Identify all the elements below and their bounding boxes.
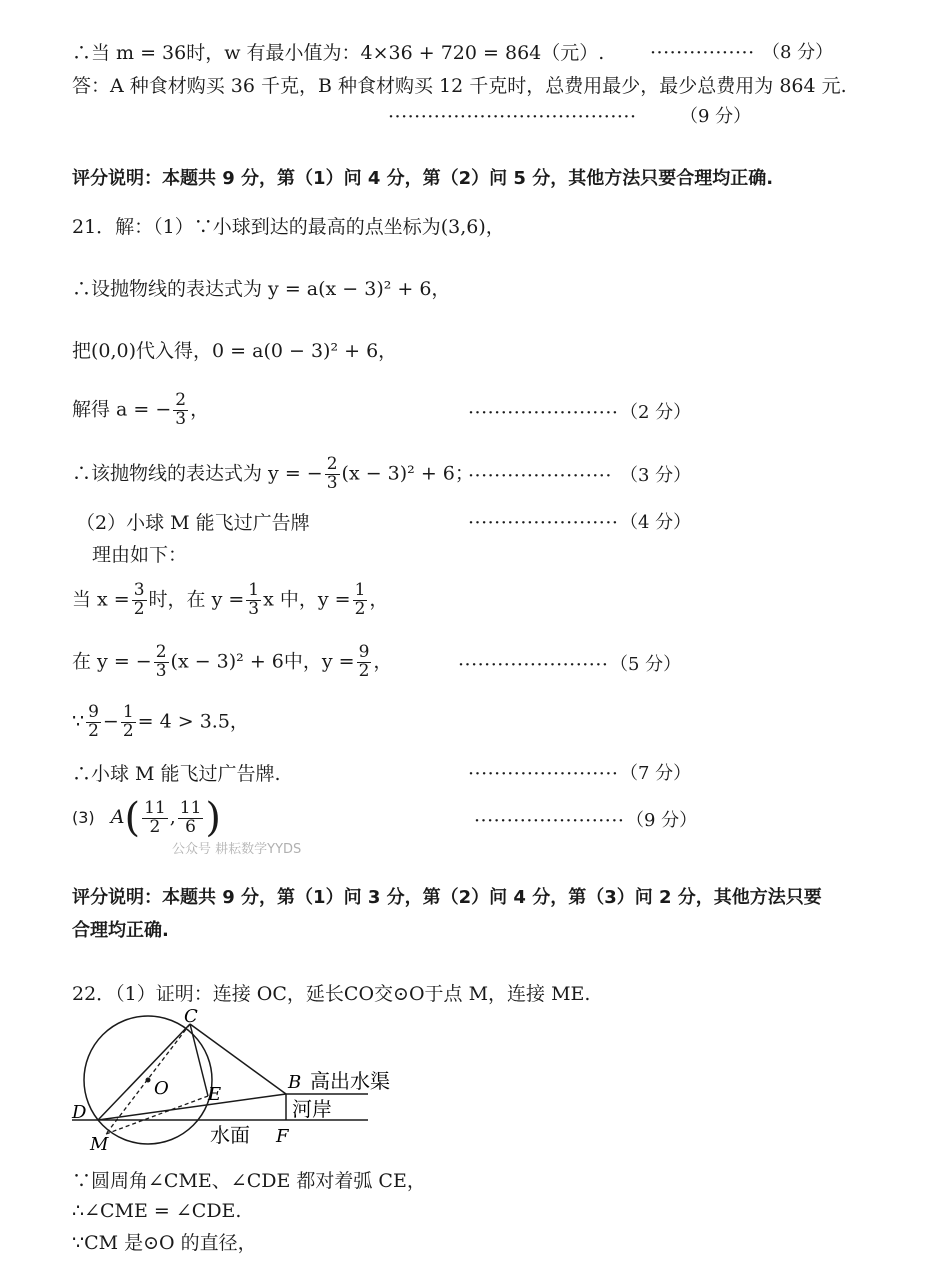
denominator: 2 (88, 720, 99, 741)
numerator: 2 (326, 454, 338, 474)
label-E: E (208, 1084, 222, 1105)
score-7: （7 分） (620, 763, 692, 784)
because-prefix: ∵ (72, 710, 85, 733)
in-mid: (x − 3)² + 6中，y = (170, 650, 355, 673)
denominator: 3 (175, 408, 187, 429)
part2-claim: （2）小球 M 能飞过广告牌 (76, 512, 310, 534)
score-2: （2 分） (620, 402, 692, 423)
in-prefix: 在 y = − (72, 650, 152, 673)
conclusion-line: ∴小球 M 能飞过广告牌. (72, 763, 281, 785)
fraction (246, 582, 261, 619)
numerator: 1 (248, 580, 260, 600)
center-dot (146, 1078, 151, 1083)
label-bank: 河岸 (292, 1097, 332, 1121)
denominator: 3 (248, 598, 260, 619)
fraction (325, 456, 340, 493)
score-9: （9 分） (680, 106, 752, 127)
fraction (154, 644, 169, 681)
left-paren: ( (124, 795, 141, 841)
label-F: F (276, 1126, 289, 1147)
denominator: 2 (133, 598, 145, 619)
score-leader: ················ (650, 42, 755, 64)
denominator: 6 (185, 816, 196, 837)
q21-header: 21．解：（1）∵小球到达的最高的点坐标为(3,6)， (72, 216, 505, 238)
score-3: （3 分） (620, 465, 692, 486)
segment-DB (98, 1094, 286, 1120)
label-C: C (184, 1008, 198, 1027)
numerator: 1 (354, 580, 366, 600)
right-paren: ) (205, 795, 221, 841)
fraction (178, 797, 204, 837)
denominator: 2 (149, 816, 161, 837)
score-leader: ······················· (458, 654, 609, 676)
watermark: 公众号 耕耘数学YYDS (172, 842, 302, 857)
expr-prefix: ∴该抛物线的表达式为 y = − (72, 462, 323, 485)
denominator: 2 (358, 660, 370, 681)
numerator: 9 (88, 702, 99, 722)
comma: ， (369, 588, 389, 611)
numerator: 3 (133, 580, 145, 600)
fraction (142, 797, 168, 837)
score-8: （8 分） (762, 42, 834, 63)
substitute-line: 把(0,0)代入得，0 = a(0 − 3)² + 6， (72, 340, 398, 362)
numerator: 11 (144, 797, 166, 818)
rating-note-2a: 评分说明：本题共 9 分，第（1）问 3 分，第（2）问 4 分，第（3）问 2 分，其他方法只要 (72, 887, 822, 908)
comma: ， (373, 650, 393, 673)
label-B: B (288, 1072, 302, 1093)
because-line (72, 704, 249, 741)
q22-header: 22．（1）证明：连接 OC，延长CO交⊙O于点 M，连接 ME. (72, 983, 591, 1005)
fraction (86, 704, 101, 741)
when-prefix: 当 x = (72, 588, 130, 611)
proof-line-2: ∴∠CME = ∠CDE. (72, 1200, 242, 1222)
label-canal: 高出水渠 (310, 1069, 390, 1093)
line-min-value: ∴当 m = 36时，w 有最小值为：4×36 + 720 = 864（元）. (72, 42, 605, 64)
solve-line (72, 392, 209, 429)
comma: ， (190, 398, 210, 421)
reason-heading: 理由如下： (92, 544, 188, 566)
expr-suffix: (x − 3)² + 6； (341, 462, 474, 485)
fraction (173, 392, 188, 429)
set-expression: ∴设抛物线的表达式为 y = a(x − 3)² + 6， (72, 278, 451, 300)
score-leader: ······················· (468, 763, 619, 785)
denominator: 2 (354, 598, 366, 619)
denominator: 3 (155, 660, 167, 681)
numerator: 2 (155, 642, 167, 662)
denominator: 3 (326, 472, 338, 493)
proof-line-3: ∵CM 是⊙O 的直径， (72, 1232, 257, 1254)
label-water: 水面 (210, 1123, 250, 1147)
because-suffix: = 4 > 3.5， (137, 710, 249, 733)
label-M: M (90, 1134, 109, 1155)
score-leader: ······················· (474, 810, 625, 832)
solve-prefix: 解得 a = − (72, 398, 172, 421)
part3-line (72, 795, 221, 841)
comma: , (169, 806, 176, 828)
numerator: 2 (175, 390, 187, 410)
line-answer: 答：A 种食材购买 36 千克，B 种食材购买 12 千克时，总费用最少，最少总费用为 864 元. (72, 75, 847, 97)
score-4: （4 分） (620, 512, 692, 533)
in-line (72, 644, 392, 681)
numerator: 9 (358, 642, 370, 662)
numerator: 11 (179, 797, 202, 818)
label-O: O (154, 1078, 169, 1099)
score-leader: ······················ (468, 465, 612, 487)
rating-note-1: 评分说明：本题共 9 分，第（1）问 4 分，第（2）问 5 分，其他方法只要合理均正确. (72, 168, 774, 189)
numerator: 1 (122, 702, 134, 722)
part3-label: (3) (72, 808, 95, 827)
when-mid2: x 中，y = (263, 588, 351, 611)
geometry-figure (62, 1008, 482, 1158)
label-D: D (72, 1102, 87, 1123)
point-A: A (110, 806, 125, 828)
minus: − (102, 710, 119, 733)
fraction (132, 582, 147, 619)
fraction (121, 704, 136, 741)
rating-note-2b: 合理均正确. (72, 920, 169, 941)
denominator: 2 (122, 720, 134, 741)
score-leader: ······································ (388, 106, 637, 128)
segment-DC (98, 1024, 190, 1120)
score-leader: ······················· (468, 512, 619, 534)
proof-line-1: ∵圆周角∠CME、∠CDE 都对着弧 CE， (72, 1170, 426, 1192)
fraction (353, 582, 368, 619)
score-9b: （9 分） (626, 810, 698, 831)
when-mid: 时，在 y = (148, 588, 245, 611)
parabola-expression (72, 456, 474, 493)
score-5: （5 分） (610, 654, 682, 675)
fraction (357, 644, 372, 681)
when-line (72, 582, 388, 619)
score-leader: ······················· (468, 402, 619, 424)
